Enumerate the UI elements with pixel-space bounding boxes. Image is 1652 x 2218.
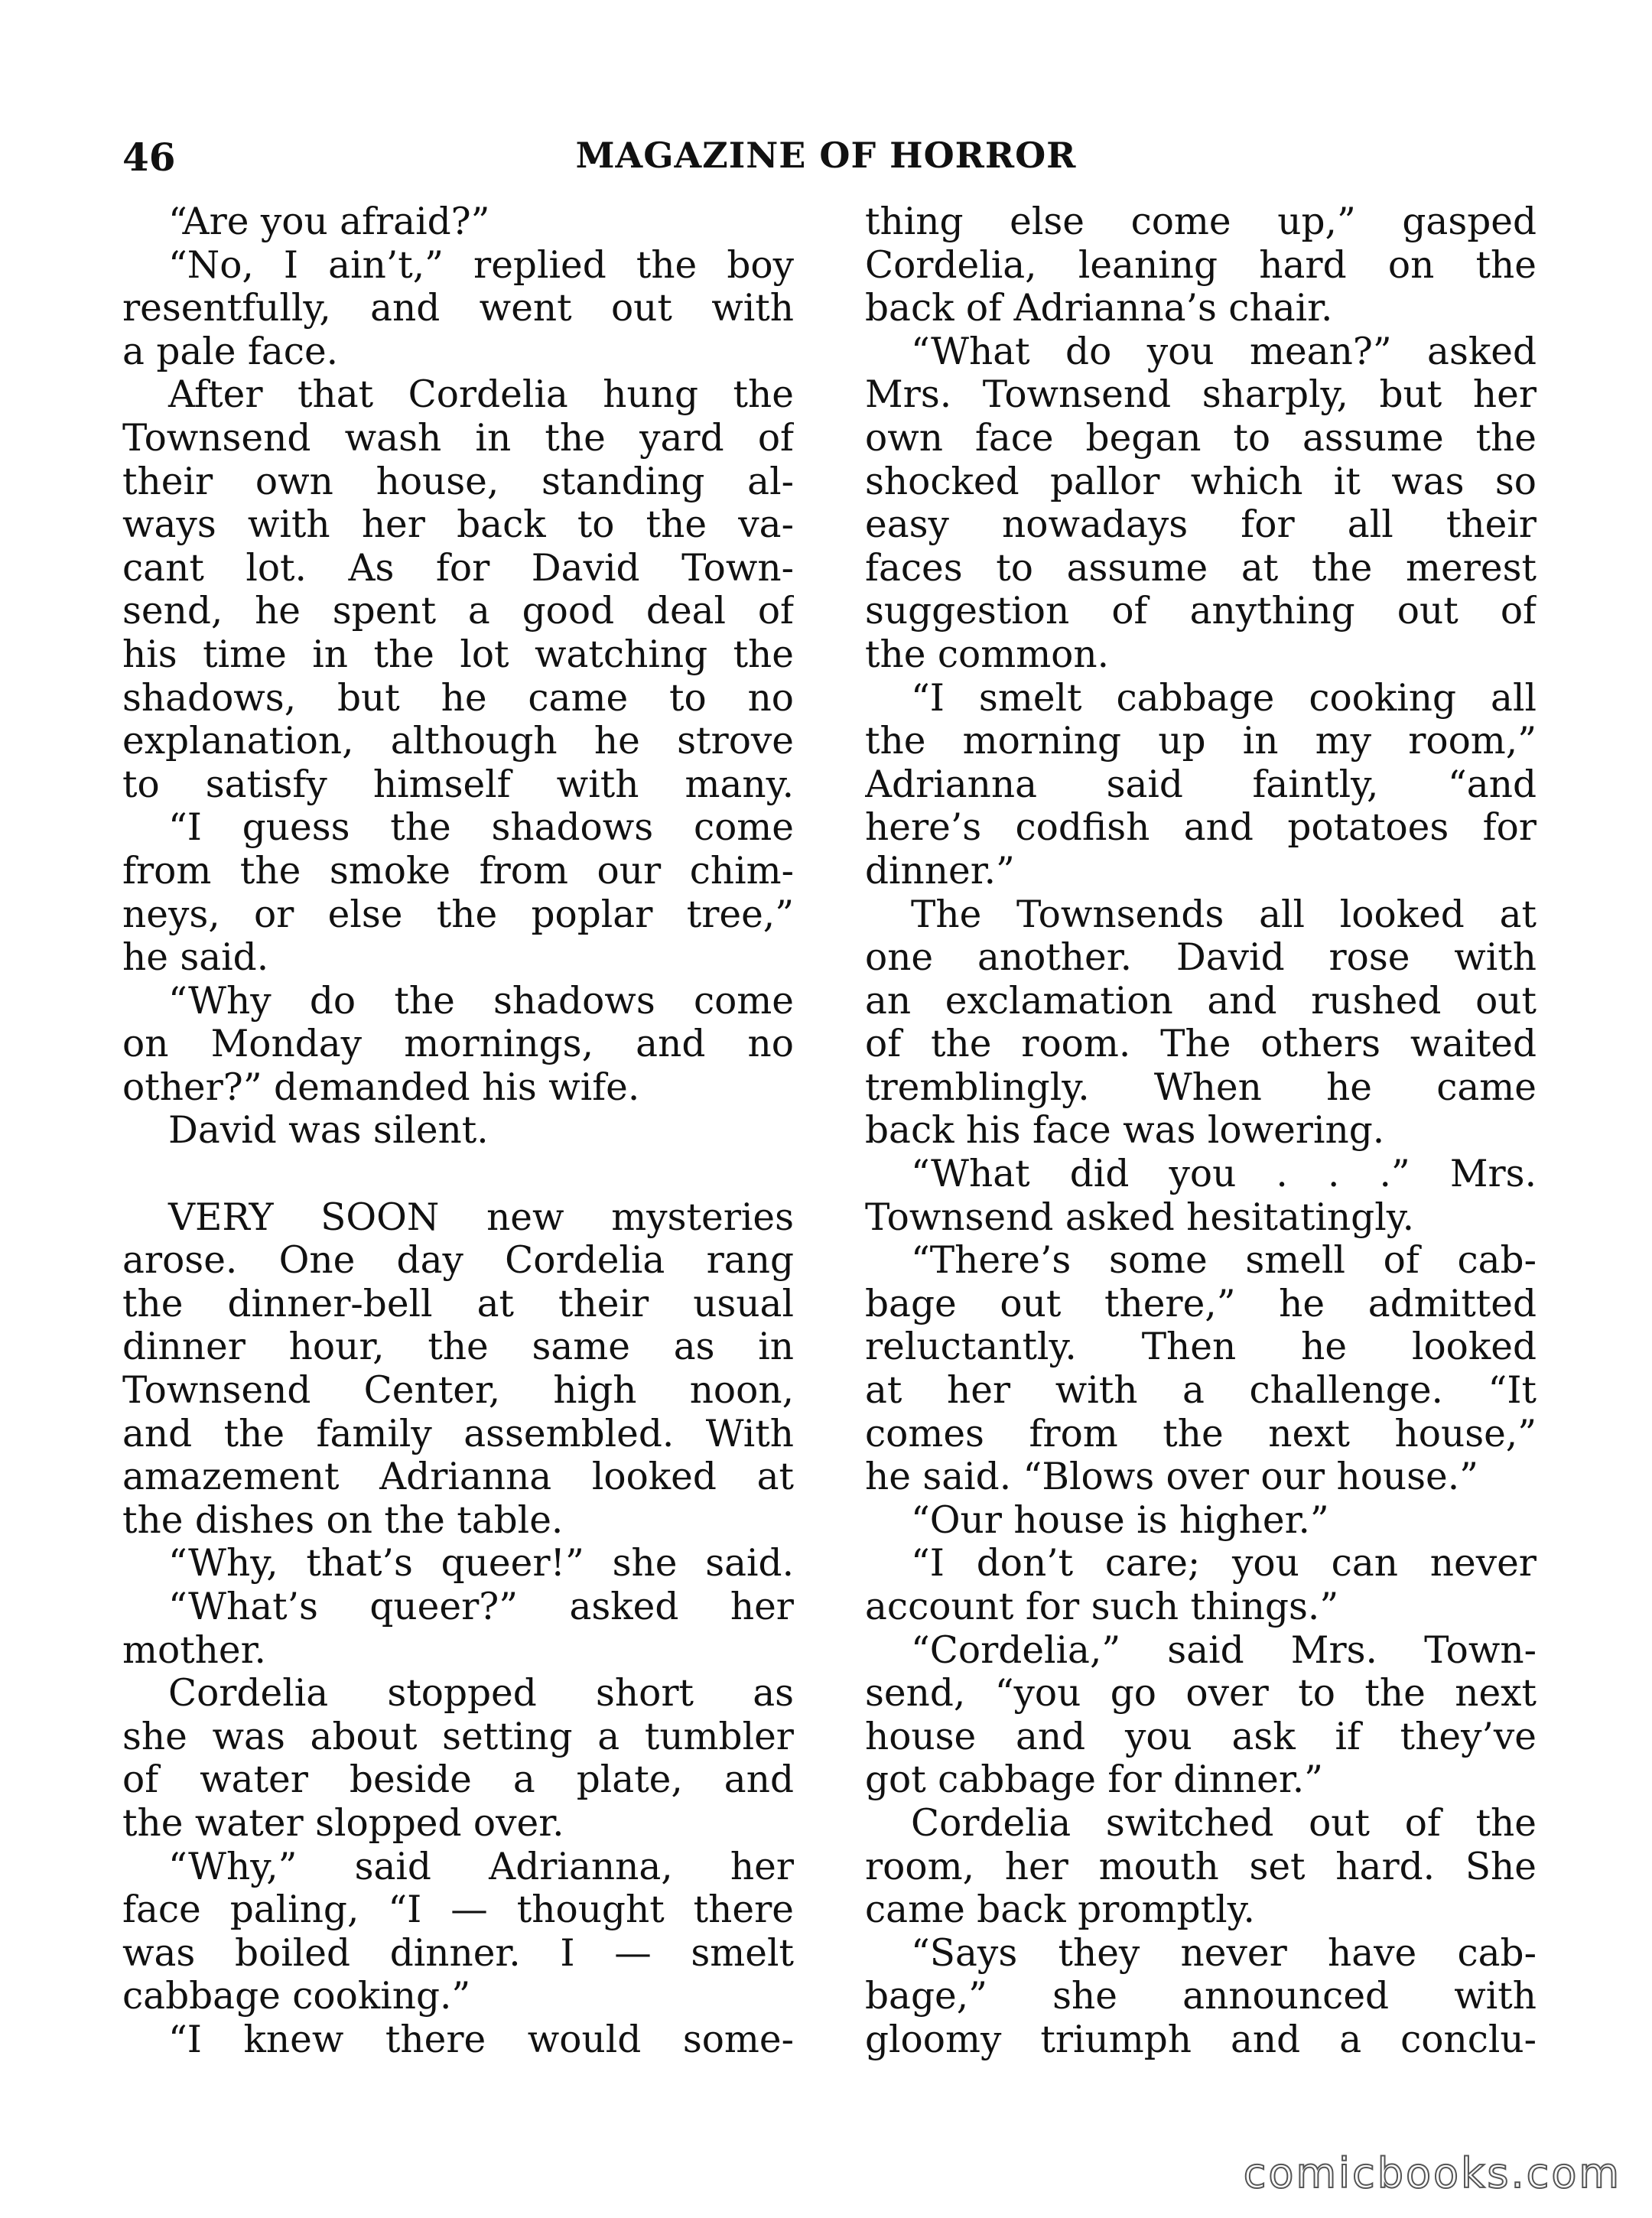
- text-line: thing else come up,” gasped: [865, 200, 1537, 243]
- text-line: easy nowadays for all their: [865, 503, 1537, 547]
- text-line: “I guess the shadows come: [168, 806, 794, 850]
- text-line: dinner.”: [865, 849, 1015, 893]
- text-line: she was about setting a tumbler: [122, 1715, 794, 1758]
- text-line: Townsend asked hesitatingly.: [865, 1195, 1415, 1239]
- text-line: “Why, that’s queer!” she said.: [168, 1542, 794, 1585]
- text-line: “What’s queer?” asked her: [168, 1585, 794, 1628]
- text-line: “I knew there would some-: [168, 2018, 794, 2061]
- text-line: “There’s some smell of cab-: [911, 1239, 1537, 1283]
- text-line: “Why do the shadows come: [168, 979, 794, 1023]
- text-line: bage,” she announced with: [865, 1975, 1537, 2018]
- text-line: he said.: [122, 936, 269, 980]
- text-line: “Why,” said Adrianna, her: [168, 1845, 794, 1888]
- text-line: at her with a challenge. “It: [865, 1369, 1537, 1413]
- text-line: account for such things.”: [865, 1585, 1339, 1628]
- text-line: After that Cordelia hung the: [168, 373, 794, 417]
- text-line: Townsend Center, high noon,: [122, 1369, 794, 1413]
- text-line: “I smelt cabbage cooking all: [911, 676, 1537, 720]
- text-line: and the family assembled. With: [122, 1412, 794, 1455]
- text-line: back of Adrianna’s chair.: [865, 287, 1333, 330]
- text-line: gloomy triumph and a conclu-: [865, 2018, 1537, 2061]
- text-line: amazement Adrianna looked at: [122, 1455, 794, 1499]
- text-line: comes from the next house,”: [865, 1412, 1537, 1455]
- text-line: David was silent.: [168, 1109, 489, 1153]
- text-line: was boiled dinner. I — smelt: [122, 1931, 794, 1975]
- text-line: “No, I ain’t,” replied the boy: [168, 243, 794, 287]
- text-line: to satisfy himself with many.: [122, 763, 794, 806]
- text-line: the dinner-bell at their usual: [122, 1282, 794, 1325]
- text-line: shadows, but he came to no: [122, 676, 794, 720]
- text-line: reluctantly. Then he looked: [865, 1325, 1537, 1369]
- text-line: Adrianna said faintly, “and: [865, 763, 1537, 806]
- text-line: “What did you . . .” Mrs.: [911, 1153, 1537, 1196]
- text-line: “What do you mean?” asked: [911, 330, 1537, 373]
- text-line: resentfully, and went out with: [122, 287, 794, 330]
- text-line: tremblingly. When he came: [865, 1065, 1537, 1109]
- text-line: an exclamation and rushed out: [865, 979, 1537, 1023]
- text-line: “Cordelia,” said Mrs. Town-: [911, 1628, 1537, 1672]
- running-title: MAGAZINE OF HORROR: [575, 135, 1077, 176]
- left-column: [122, 200, 794, 2062]
- text-line: the morning up in my room,”: [865, 720, 1537, 763]
- text-line: came back promptly.: [865, 1888, 1255, 1932]
- text-line: he said. “Blows over our house.”: [865, 1455, 1478, 1499]
- text-line: his time in the lot watching the: [122, 633, 794, 676]
- text-line: “Says they never have cab-: [911, 1931, 1537, 1975]
- text-line: other?” demanded his wife.: [122, 1065, 640, 1109]
- text-line: a pale face.: [122, 330, 339, 373]
- text-line: dinner hour, the same as in: [122, 1325, 794, 1369]
- text-line: explanation, although he strove: [122, 720, 794, 763]
- text-line: arose. One day Cordelia rang: [122, 1239, 794, 1283]
- page-number: 46: [122, 135, 176, 180]
- text-line: here’s codfish and potatoes for: [865, 806, 1537, 850]
- text-line: VERY SOON new mysteries: [168, 1195, 794, 1239]
- text-line: got cabbage for dinner.”: [865, 1758, 1323, 1802]
- text-line: own face began to assume the: [865, 416, 1537, 460]
- text-line: on Monday mornings, and no: [122, 1023, 794, 1066]
- section-break: [122, 1153, 794, 1196]
- text-line: house and you ask if they’ve: [865, 1715, 1537, 1758]
- text-line: one another. David rose with: [865, 936, 1537, 980]
- text-line: mother.: [122, 1628, 266, 1672]
- text-line: Cordelia, leaning hard on the: [865, 243, 1537, 287]
- text-line: bage out there,” he admitted: [865, 1282, 1537, 1325]
- text-line: suggestion of anything out of: [865, 590, 1537, 633]
- text-line: send, “you go over to the next: [865, 1672, 1537, 1716]
- text-line: faces to assume at the merest: [865, 546, 1537, 590]
- page-header: [122, 135, 1530, 188]
- text-line: their own house, standing al-: [122, 460, 794, 503]
- text-line: the water slopped over.: [122, 1801, 564, 1845]
- right-column: [865, 200, 1537, 2062]
- watermark: comicbooks.com: [1243, 2149, 1621, 2197]
- text-line: of the room. The others waited: [865, 1023, 1537, 1066]
- text-line: face paling, “I — thought there: [122, 1888, 794, 1932]
- text-line: Cordelia switched out of the: [911, 1801, 1537, 1845]
- text-line: Townsend wash in the yard of: [122, 416, 794, 460]
- text-line: shocked pallor which it was so: [865, 460, 1537, 503]
- text-line: of water beside a plate, and: [122, 1758, 794, 1802]
- text-line: cant lot. As for David Town-: [122, 546, 794, 590]
- text-line: ways with her back to the va-: [122, 503, 794, 547]
- text-line: the dishes on the table.: [122, 1498, 564, 1542]
- text-line: cabbage cooking.”: [122, 1975, 471, 2018]
- text-line: neys, or else the poplar tree,”: [122, 893, 794, 936]
- text-line: Mrs. Townsend sharply, but her: [865, 373, 1537, 417]
- text-line: the common.: [865, 633, 1110, 676]
- text-line: “I don’t care; you can never: [911, 1542, 1537, 1585]
- text-line: room, her mouth set hard. She: [865, 1845, 1537, 1888]
- text-line: from the smoke from our chim-: [122, 849, 794, 893]
- text-line: send, he spent a good deal of: [122, 590, 794, 633]
- text-line: “Our house is higher.”: [911, 1498, 1329, 1542]
- text-line: back his face was lowering.: [865, 1109, 1385, 1153]
- text-line: The Townsends all looked at: [911, 893, 1537, 936]
- text-line: Cordelia stopped short as: [168, 1672, 794, 1716]
- text-line: “Are you afraid?”: [168, 200, 490, 243]
